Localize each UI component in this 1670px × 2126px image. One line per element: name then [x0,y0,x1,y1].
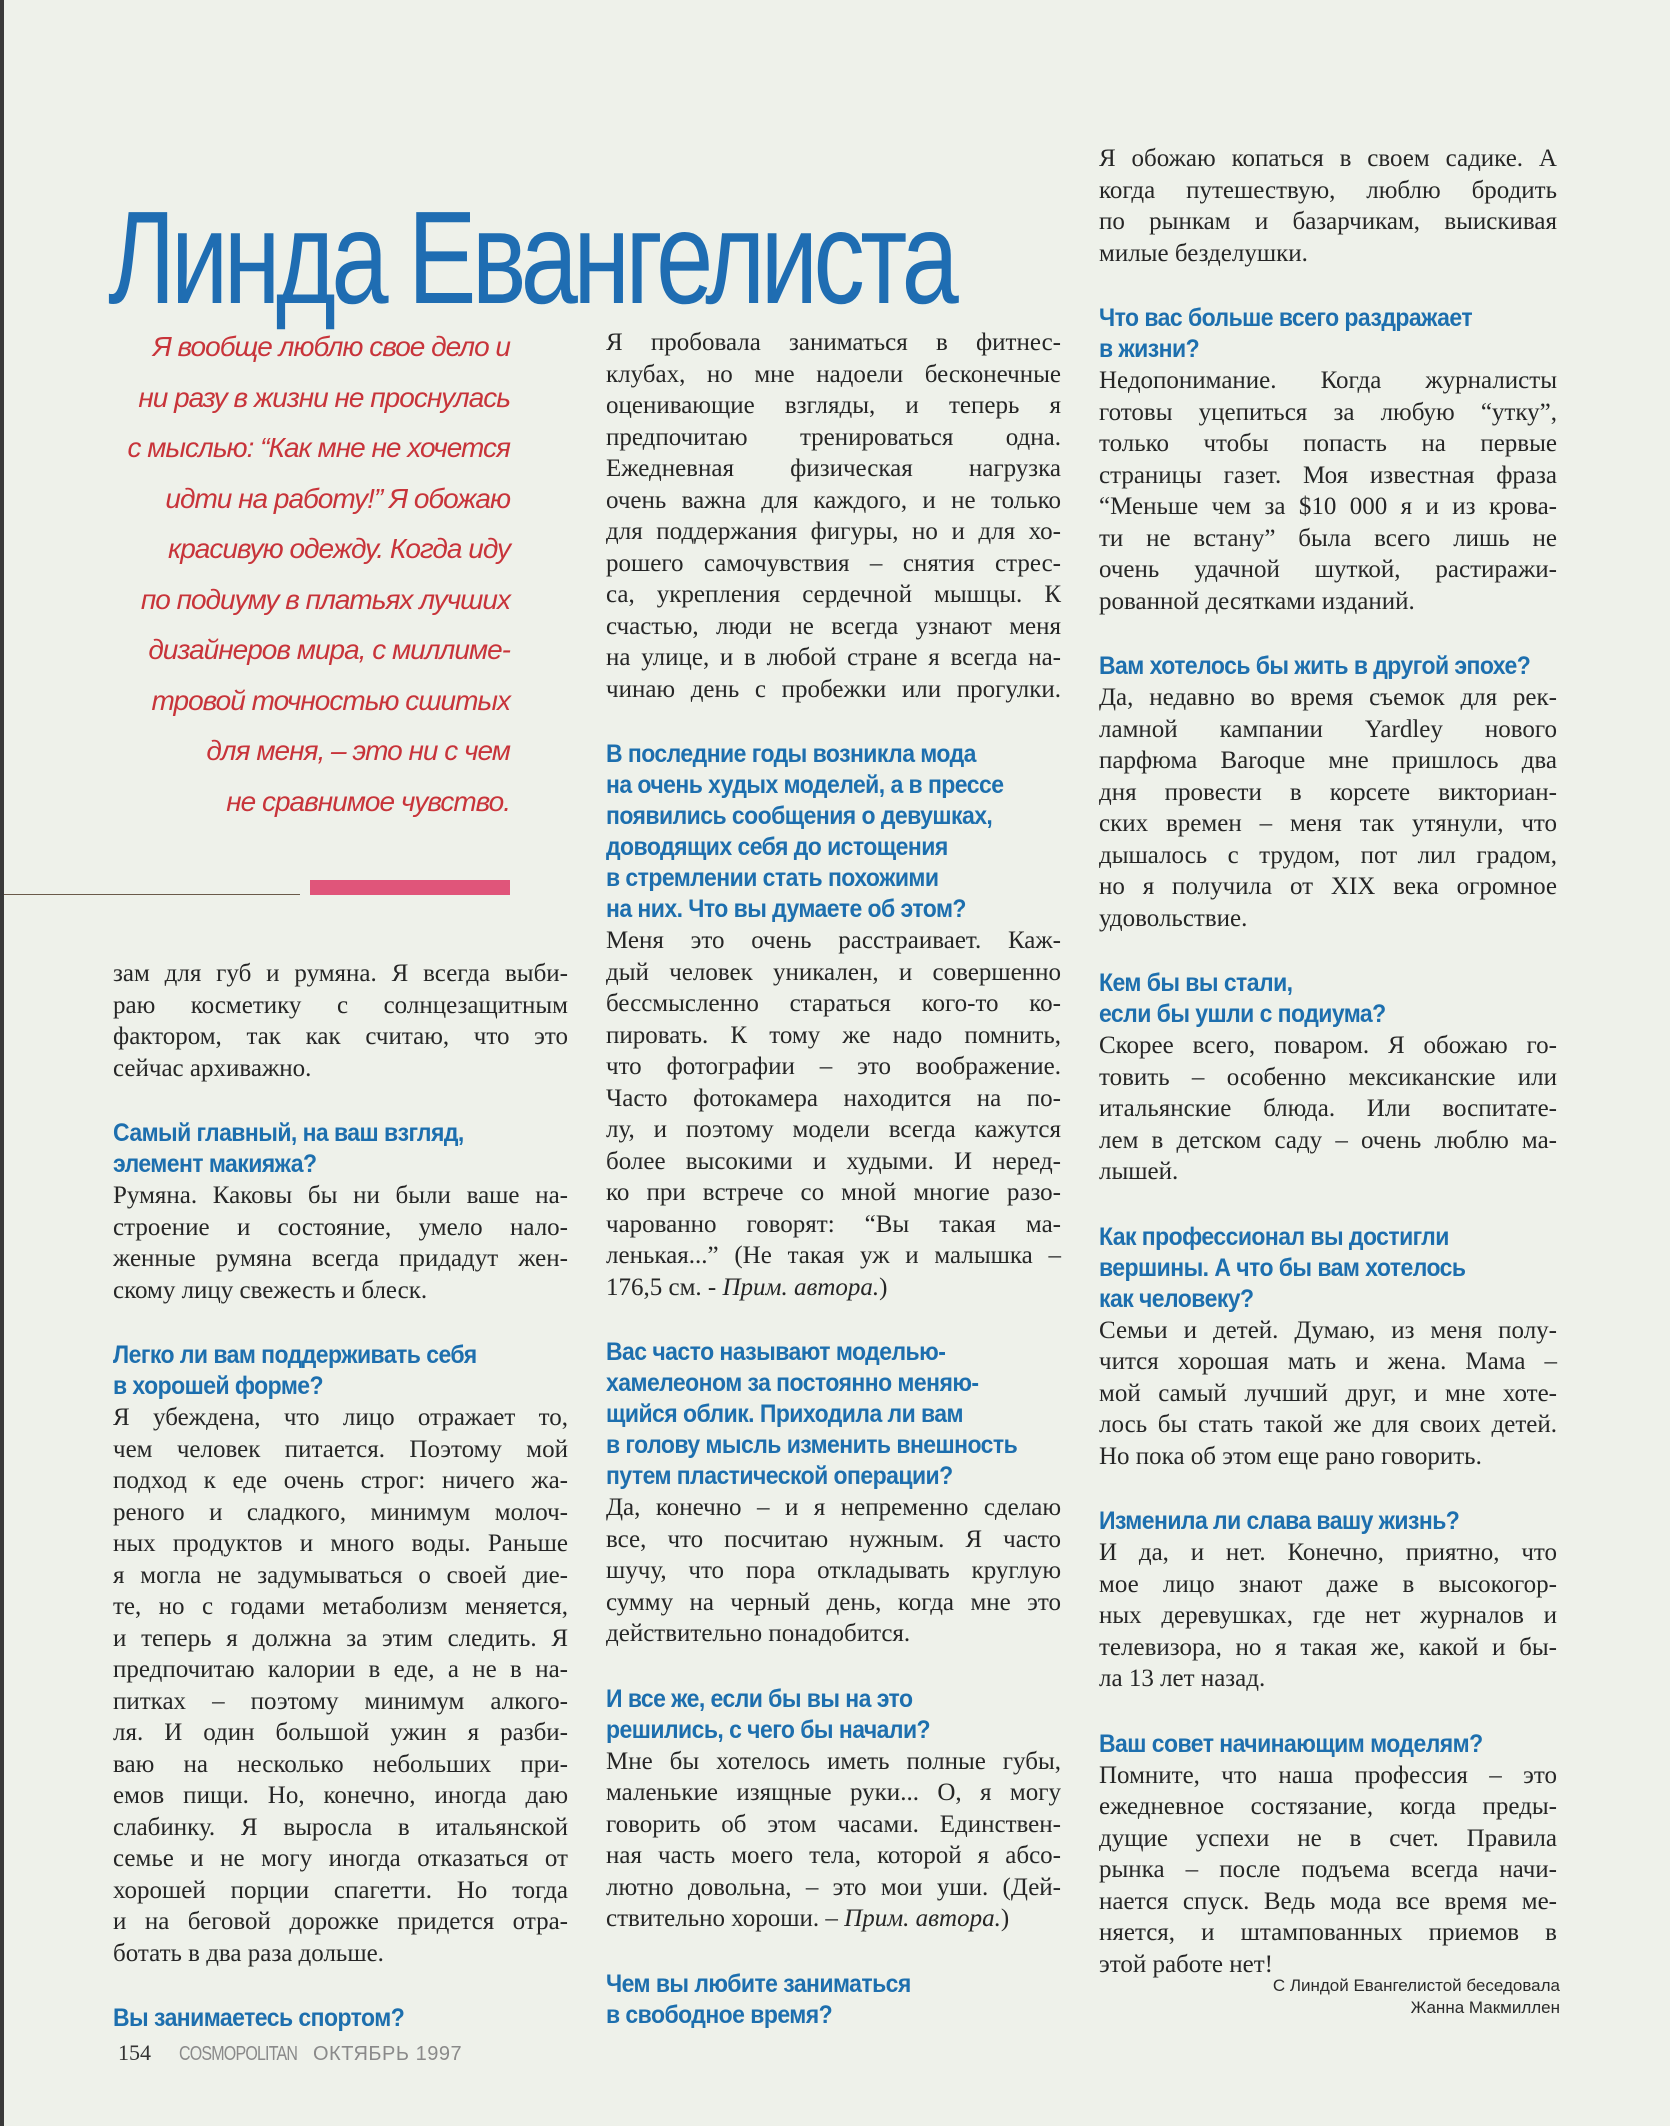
text-line: Я пробовала заниматься в фитнес- [606,329,1061,356]
text-line: и теперь я должна за этим следить. Я [113,1624,568,1652]
text-line: если бы ушли с подиума? [1099,1000,1386,1028]
text-line: семье и не могу иногда отказаться от [113,1845,568,1872]
text-line: ля. И один большой ужин я разби- [113,1719,568,1746]
text-line: действительно понадобится. [606,1620,911,1647]
text-line: И все же, если бы вы на это [606,1684,913,1713]
left-column [113,958,568,2034]
text-line: появились сообщения о девушках, [606,802,993,830]
text-line: милые безделушки. [1099,239,1308,267]
text-line: что фотографии – это воображение. [606,1053,1061,1080]
question-heading [1099,1729,1520,1760]
text-line: на очень худых моделей, а в прессе [606,771,1004,799]
text-line: Я обожаю копаться в своем садике. А [1099,145,1557,172]
text-line: но я получила от XIX века огромное [1099,873,1557,900]
text-line: Что вас больше всего раздражает [1099,304,1473,332]
text-line: Да, недавно во время съемок для рек- [1099,684,1557,711]
page-number: 154 [118,2040,151,2065]
text-line: фактором, так как считаю, что это [113,1023,568,1050]
answer-paragraph [113,1402,568,1969]
text-line: са, укрепления сердечной мышцы. К [606,581,1061,608]
right-column [1099,143,1557,1980]
text-line: чится хорошая мать и жена. Мама – [1099,1348,1557,1375]
text-line: ботать в два раза дольше. [113,1939,384,1967]
text-line: предпочитаю калории в еде, а не в на- [113,1656,568,1683]
answer-paragraph [1099,365,1557,617]
text-fragment: ) [879,1273,888,1301]
text-line: дышалось с трудом, пот лил градом, [1099,841,1557,869]
text-line: шучу, что пора откладывать круглую [606,1557,1061,1584]
answer-paragraph [606,1492,1061,1650]
text-line: как человеку? [1099,1284,1254,1313]
text-line: Румяна. Каковы бы ни были ваше на- [113,1182,568,1209]
text-line: Помните, что наша профессия – это [1099,1761,1557,1789]
text-line: мой самый лучший друг, и мне хоте- [1099,1379,1557,1407]
text-line: “Меньше чем за $10 000 я и из крова- [1099,493,1557,520]
question-heading [606,739,1025,925]
question-heading [606,1969,1025,2031]
text-line: доводящих себя до истощения [606,833,948,861]
pull-quote-line: дизайнеров мира, с миллиме- [148,634,510,665]
question-heading [1099,303,1520,365]
issue-date: ОКТЯБРЬ 1997 [313,2043,463,2065]
question-heading [606,1684,1025,1746]
byline-line: С Линдой Евангелистой беседовала [1272,1976,1560,1995]
answer-paragraph [1099,1760,1557,1981]
text-line: Ежедневная физическая нагрузка [606,455,1061,482]
pull-quote-line: ни разу в жизни не проснулась [138,381,510,413]
answer-paragraph [1099,682,1557,934]
text-line: ламной кампании Yardley нового [1099,715,1557,743]
answer-paragraph [606,1746,1061,1935]
text-line: питках – поэтому минимум алкого- [113,1687,568,1715]
text-line: емов пищи. Но, конечно, иногда даю [113,1782,568,1809]
byline-line: Жанна Макмиллен [1410,1998,1560,2017]
text-line: элемент макияжа? [113,1150,317,1178]
text-line: ла 13 лет назад. [1099,1665,1266,1692]
text-line: ко при встрече со мной многие разо- [606,1179,1061,1206]
middle-column [606,327,1061,2031]
text-line: когда путешествую, люблю бродить [1099,176,1557,204]
text-line: готовы уцепиться за любую “утку”, [1099,398,1557,426]
divider-rule [4,894,300,895]
text-line: этой работе нет! [1099,1950,1273,1978]
text-line: Недопонимание. Когда журналисты [1099,367,1557,394]
text-line: в голову мысль изменить внешность [606,1431,1018,1459]
text-line: ежедневное состязание, когда преды- [1099,1793,1557,1820]
text-line: лу, и поэтому модели всегда кажутся [606,1116,1061,1143]
text-line: дый человек уникален, и совершенно [606,958,1061,986]
text-line: на них. Что вы думаете об этом? [606,895,966,923]
pull-quote-line: для меня, – это ни с чем [206,735,510,766]
text-line: строение и состояние, умело нало- [113,1213,568,1241]
pull-quote-line: красивую одежду. Когда иду [167,533,510,564]
author-note: Прим. автора. [722,1273,880,1301]
question-heading [1099,1506,1520,1537]
text-line: Вы занимаетесь спортом? [113,2004,405,2032]
text-line: ваю на несколько небольших при- [113,1750,568,1778]
text-line: Но пока об этом еще рано говорить. [1099,1442,1482,1470]
text-line: пировать. К тому же надо помнить, [606,1021,1061,1049]
question-heading [1099,968,1520,1030]
pull-quote-line: Я вообще люблю свое дело и [152,331,510,362]
text-line: я могла не задумываться о своей дие- [113,1561,568,1589]
text-line: для поддержания фигуры, но и для хо- [606,518,1061,545]
text-line: дущие успехи не в счет. Правила [1099,1824,1557,1852]
text-line: итальянские блюда. Или воспитате- [1099,1095,1557,1122]
text-line: бессмысленно стараться кого-то ко- [606,990,1061,1017]
question-heading [113,2003,532,2034]
text-line: Легко ли вам поддерживать себя [113,1341,477,1369]
text-line: хорошей порции спагетти. Но тогда [113,1876,568,1904]
text-line: в свободное время? [606,2000,833,2029]
pull-quote-line: тровой точностью сшитых [151,684,510,716]
text-line: страницы газет. Моя известная фраза [1099,461,1557,489]
text-line: в жизни? [1099,335,1200,363]
text-line: чем человек питается. Поэтому мой [113,1435,568,1463]
question-heading [113,1118,532,1180]
pull-quote-line: не сравнимое чувство. [226,785,510,817]
pull-quote-line: с мыслью: “Как мне не хочется [127,432,510,463]
text-line: няется, и штампованных приемов в [1099,1919,1557,1946]
question-heading [1099,651,1531,682]
text-line: Меня это очень расстраивает. Каж- [606,927,1061,954]
text-line: слабинку. Я выросла в итальянской [113,1813,568,1841]
text-line: счастью, люди не всегда узнают меня [606,612,1061,640]
text-line: Часто фотокамера находится на по- [606,1084,1061,1112]
pull-quote-line: по подиуму в платьях лучших [140,583,510,615]
text-line: ных деревушках, где нет журналов и [1099,1602,1557,1629]
text-line: удовольствие. [1099,904,1248,932]
answer-paragraph [1099,1537,1557,1695]
text-line: на улице, и в любой стране я всегда на- [606,644,1061,671]
text-line: ти не встану” была всего лишь не [1099,524,1557,552]
text-line: Чем вы любите заниматься [606,1969,911,1998]
text-line: рошего самочувствия – снятия стрес- [606,549,1061,577]
text-line: решились, с чего бы начали? [606,1715,931,1744]
text-line: ленькая...” (Не такая уж и малышка – [606,1242,1061,1269]
text-line: путем пластической операции? [606,1462,953,1490]
answer-paragraph [1099,1315,1557,1473]
paragraph [1099,143,1557,269]
text-line: более высокими и худыми. И неред- [606,1147,1061,1175]
text-line: чинаю день с пробежки или прогулки. [606,675,1061,703]
text-line: ных продуктов и много воды. Раньше [113,1530,568,1557]
question-heading [1099,1222,1520,1315]
text-fragment: ствительно хороши. – [606,1905,845,1932]
text-line: оценивающие взгляды, и теперь я [606,392,1061,419]
author-note: Прим. автора. [844,1905,1001,1932]
accent-bar [310,880,510,895]
text-line: сейчас архиважно. [113,1054,312,1082]
text-line: рынка – после подъема всегда начи- [1099,1856,1557,1883]
page-footer [118,2040,462,2066]
text-line: Вам хотелось бы жить в другой эпохе? [1099,652,1531,680]
text-line: хамелеоном за постоянно меняю- [606,1369,979,1397]
text-line: в хорошей форме? [113,1372,324,1400]
text-line: Самый главный, на ваш взгляд, [113,1119,464,1147]
text-line: сумму на черный день, когда мне это [606,1588,1061,1616]
text-line: подход к еде очень строг: ничего жа- [113,1467,568,1494]
text-fragment: ) [1000,1905,1010,1932]
byline [1273,1975,1560,2019]
text-line: раю косметику с солнцезащитным [113,991,568,1019]
text-line: Как профессионал вы достигли [1099,1222,1449,1251]
pull-quote-line: идти на работу!” Я обожаю [165,482,510,514]
text-line: телевизора, но я такая же, какой и бы- [1099,1633,1557,1661]
text-line: В последние годы возникла мода [606,740,976,768]
answer-paragraph [113,1180,568,1306]
text-line: женные румяна всегда придадут жен- [113,1245,568,1272]
text-line: вершины. А что бы вам хотелось [1099,1253,1466,1282]
text-line: ная часть моего тела, которой я абсо- [606,1842,1061,1869]
text-line: лось бы стать такой же для своих детей. [1099,1411,1557,1438]
text-line [606,1903,1061,1935]
text-line: ских времен – меня так утянули, что [1099,810,1557,837]
text-line: очень удачной шуткой, растиражи- [1099,556,1557,583]
question-heading [113,1340,532,1402]
text-line: нается спуск. Ведь мода все время ме- [1099,1887,1557,1915]
paragraph [113,958,568,1084]
text-line: лышей. [1099,1158,1179,1185]
pull-quote [100,322,510,827]
text-line: рованной десятками изданий. [1099,587,1415,615]
text-line: маленькие изящные руки... О, я могу [606,1779,1061,1806]
text-line: в стремлении стать похожими [606,864,939,892]
text-line: Ваш совет начинающим моделям? [1099,1729,1483,1758]
text-line: и на беговой дорожке придется отра- [113,1908,568,1935]
text-line: Кем бы вы стали, [1099,969,1293,997]
answer-paragraph [606,925,1061,1303]
text-line: Изменила ли слава вашу жизнь? [1099,1507,1460,1535]
text-line: Я убеждена, что лицо отражает то, [113,1404,568,1431]
answer-paragraph [1099,1030,1557,1188]
text-line [606,1272,1061,1304]
text-line: те, но с годами метаболизм меняется, [113,1593,568,1620]
text-line: Скорее всего, поваром. Я обожаю го- [1099,1032,1557,1059]
text-line: Вас часто называют моделью- [606,1338,946,1366]
text-line: Да, конечно – и я непременно сделаю [606,1494,1061,1521]
text-line: товить – особенно мексиканские или [1099,1063,1557,1091]
question-heading [606,1337,1025,1492]
text-line: парфюма Baroque мне пришлось два [1099,747,1557,774]
text-line: Семьи и детей. Думаю, из меня полу- [1099,1316,1557,1344]
text-line: дня провести в корсете викториан- [1099,778,1557,806]
paragraph [606,327,1061,705]
text-line: клубах, но мне надоели бесконечные [606,360,1061,388]
text-line: лем в детском саду – очень люблю ма- [1099,1126,1557,1154]
text-line: только чтобы попасть на первые [1099,430,1557,457]
text-line: мое лицо знают даже в высокогор- [1099,1570,1557,1598]
text-line: щийся облик. Приходила ли вам [606,1400,964,1428]
text-line: предпочитаю тренироваться одна. [606,423,1061,451]
text-line: зам для губ и румяна. Я всегда выби- [113,960,568,987]
text-line: скому лицу свежесть и блеск. [113,1276,428,1304]
text-line: Мне бы хотелось иметь полные губы, [606,1747,1061,1775]
scan-edge-strip [0,0,4,2126]
text-line: по рынкам и базарчикам, выискивая [1099,208,1557,235]
text-line: чарованно говорят: “Вы такая ма- [606,1210,1061,1238]
text-line: все, что посчитаю нужным. Я часто [606,1525,1061,1553]
text-line: лютно довольна, – это мои уши. (Дей- [606,1873,1061,1901]
text-line: говорить об этом часами. Единствен- [606,1810,1061,1838]
text-line: реного и сладкого, минимум молоч- [113,1498,568,1526]
text-line: очень важна для каждого, и не только [606,486,1061,514]
article-title: Линда Евангелиста [108,184,955,332]
magazine-name: COSMOPOLITAN [179,2043,298,2065]
text-line: И да, и нет. Конечно, приятно, что [1099,1539,1557,1566]
text-fragment: 176,5 см. - [606,1273,723,1301]
